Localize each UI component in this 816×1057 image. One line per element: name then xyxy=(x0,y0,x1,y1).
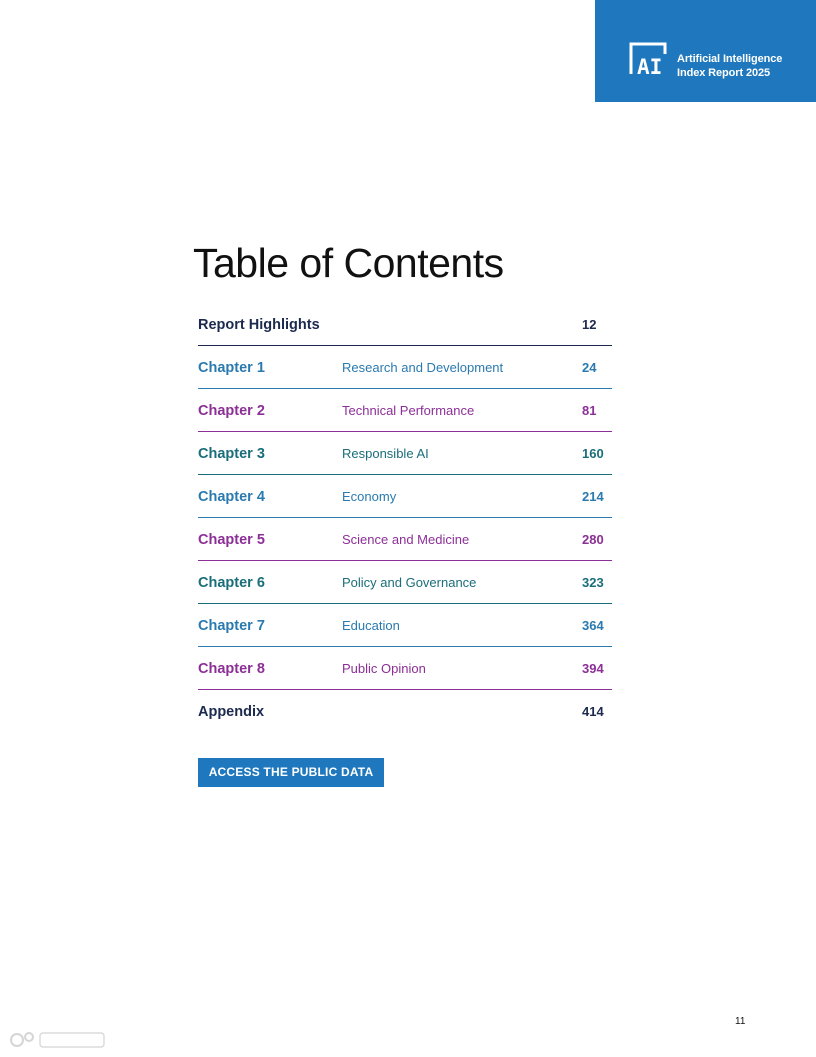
toc-section: Economy xyxy=(342,489,397,504)
toc-page-number: 12 xyxy=(582,317,597,332)
toc-page-number: 394 xyxy=(582,661,604,676)
toc-page-number: 81 xyxy=(582,403,597,418)
toc-label: Chapter 8 xyxy=(198,661,265,677)
toc-row[interactable] xyxy=(198,518,612,561)
logo-text: AI xyxy=(637,55,663,77)
toc-page-number: 280 xyxy=(582,532,604,547)
toc-page-number: 364 xyxy=(582,618,604,633)
toc-page-number: 323 xyxy=(582,575,604,590)
toc-section: Policy and Governance xyxy=(342,575,477,590)
toc-row[interactable] xyxy=(198,604,612,647)
toc-section: Technical Performance xyxy=(342,403,475,418)
toc-row[interactable] xyxy=(198,432,612,475)
toc-row[interactable] xyxy=(198,303,612,346)
toc-section: Science and Medicine xyxy=(342,532,470,547)
report-badge xyxy=(595,0,816,102)
toc-section: Responsible AI xyxy=(342,446,429,461)
toc-row[interactable] xyxy=(198,346,612,389)
watermark-logo-icon xyxy=(8,1028,110,1052)
toc-label: Chapter 1 xyxy=(198,360,265,376)
toc-label: Chapter 7 xyxy=(198,618,265,634)
toc-row[interactable] xyxy=(198,561,612,604)
toc-row[interactable] xyxy=(198,389,612,432)
toc-label: Chapter 4 xyxy=(198,489,265,505)
toc-label: Chapter 6 xyxy=(198,575,265,591)
toc-label: Chapter 2 xyxy=(198,403,265,419)
table-of-contents xyxy=(198,303,612,733)
toc-page-number: 160 xyxy=(582,446,604,461)
toc-label: Chapter 3 xyxy=(198,446,265,462)
toc-row[interactable] xyxy=(198,475,612,518)
toc-row[interactable] xyxy=(198,690,612,733)
report-title-line1: Artificial Intelligence xyxy=(677,53,783,65)
page-title: Table of Contents xyxy=(193,240,504,286)
toc-label: Chapter 5 xyxy=(198,532,265,548)
toc-section: Education xyxy=(342,618,400,633)
ai-index-logo-icon xyxy=(628,41,670,77)
report-title-line2: Index Report 2025 xyxy=(677,67,771,79)
toc-label: Appendix xyxy=(198,704,265,720)
toc-page-number: 24 xyxy=(582,360,597,375)
toc-section: Research and Development xyxy=(342,360,504,375)
report-title xyxy=(677,52,782,80)
toc-row[interactable] xyxy=(198,647,612,690)
toc-page-number: 414 xyxy=(582,704,604,719)
access-public-data-button[interactable]: ACCESS THE PUBLIC DATA xyxy=(198,758,384,787)
page-number: 11 xyxy=(735,1016,746,1027)
toc-section: Public Opinion xyxy=(342,661,426,676)
toc-label: Report Highlights xyxy=(198,317,320,333)
toc-page-number: 214 xyxy=(582,489,604,504)
